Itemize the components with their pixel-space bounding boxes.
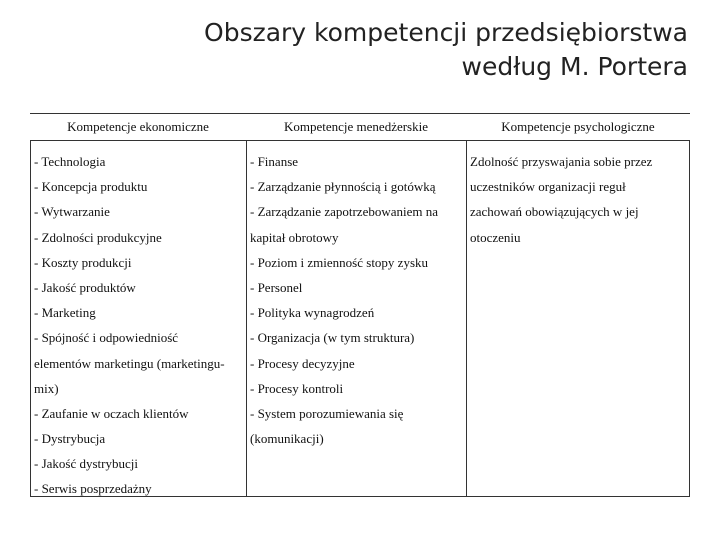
- list-item: Zdolność przyswajania sobie przez: [470, 154, 653, 169]
- list-item: - Jakość dystrybucji: [34, 456, 138, 472]
- header-economic: Kompetencje ekonomiczne: [67, 119, 209, 134]
- list-item: - Technologia: [34, 154, 106, 169]
- competence-table: [30, 113, 690, 497]
- title-line-1: Obszary kompetencji przedsiębiorstwa: [204, 18, 688, 47]
- list-item: - Zarządzanie zapotrzebowaniem na: [250, 204, 439, 220]
- psychological-competences-list: [470, 149, 686, 250]
- list-item: - Zarządzanie płynnością i gotówką: [250, 179, 436, 195]
- list-item: - System porozumiewania się: [250, 405, 404, 421]
- table-border-right: [689, 141, 690, 497]
- table-border-left: [30, 141, 31, 497]
- list-item: - Jakość produktów: [34, 279, 136, 295]
- list-item: - Serwis posprzedażny: [34, 481, 152, 497]
- column-divider-1: [246, 141, 247, 497]
- list-item: - Procesy decyzyjne: [250, 355, 355, 371]
- list-item: kapitał obrotowy: [250, 229, 339, 245]
- list-item: mix): [34, 380, 59, 396]
- list-item: - Personel: [250, 279, 303, 295]
- list-item: - Marketing: [34, 305, 96, 321]
- page-title: [188, 16, 688, 84]
- list-item: - Spójność i odpowiedniość: [34, 330, 179, 346]
- list-item: - Zdolności produkcyjne: [34, 229, 162, 245]
- list-item: otoczeniu: [470, 229, 521, 245]
- list-item: - Koncepcja produktu: [34, 179, 148, 195]
- list-item: - Koszty produkcji: [34, 254, 132, 270]
- column-divider-2: [466, 141, 467, 497]
- list-item: (komunikacji): [250, 431, 324, 447]
- list-item: zachowań obowiązujących w jej: [470, 204, 639, 220]
- table-header-row: [30, 113, 690, 141]
- list-item: - Wytwarzanie: [34, 204, 110, 220]
- list-item: - Zaufanie w oczach klientów: [34, 405, 189, 421]
- title-line-2: według M. Portera: [461, 52, 688, 81]
- list-item: uczestników organizacji reguł: [470, 179, 626, 195]
- list-item: - Poziom i zmienność stopy zysku: [250, 254, 429, 270]
- list-item: - Procesy kontroli: [250, 380, 344, 396]
- header-psychological: Kompetencje psychologiczne: [501, 119, 655, 134]
- header-managerial: Kompetencje menedżerskie: [283, 119, 428, 134]
- list-item: elementów marketingu (marketingu-: [34, 355, 225, 371]
- economic-competences-list: [34, 149, 244, 502]
- managerial-competences-list: [250, 149, 464, 451]
- list-item: - Polityka wynagrodzeń: [250, 305, 375, 321]
- list-item: - Finanse: [250, 154, 299, 169]
- list-item: - Organizacja (w tym struktura): [250, 330, 415, 346]
- list-item: - Dystrybucja: [34, 431, 106, 447]
